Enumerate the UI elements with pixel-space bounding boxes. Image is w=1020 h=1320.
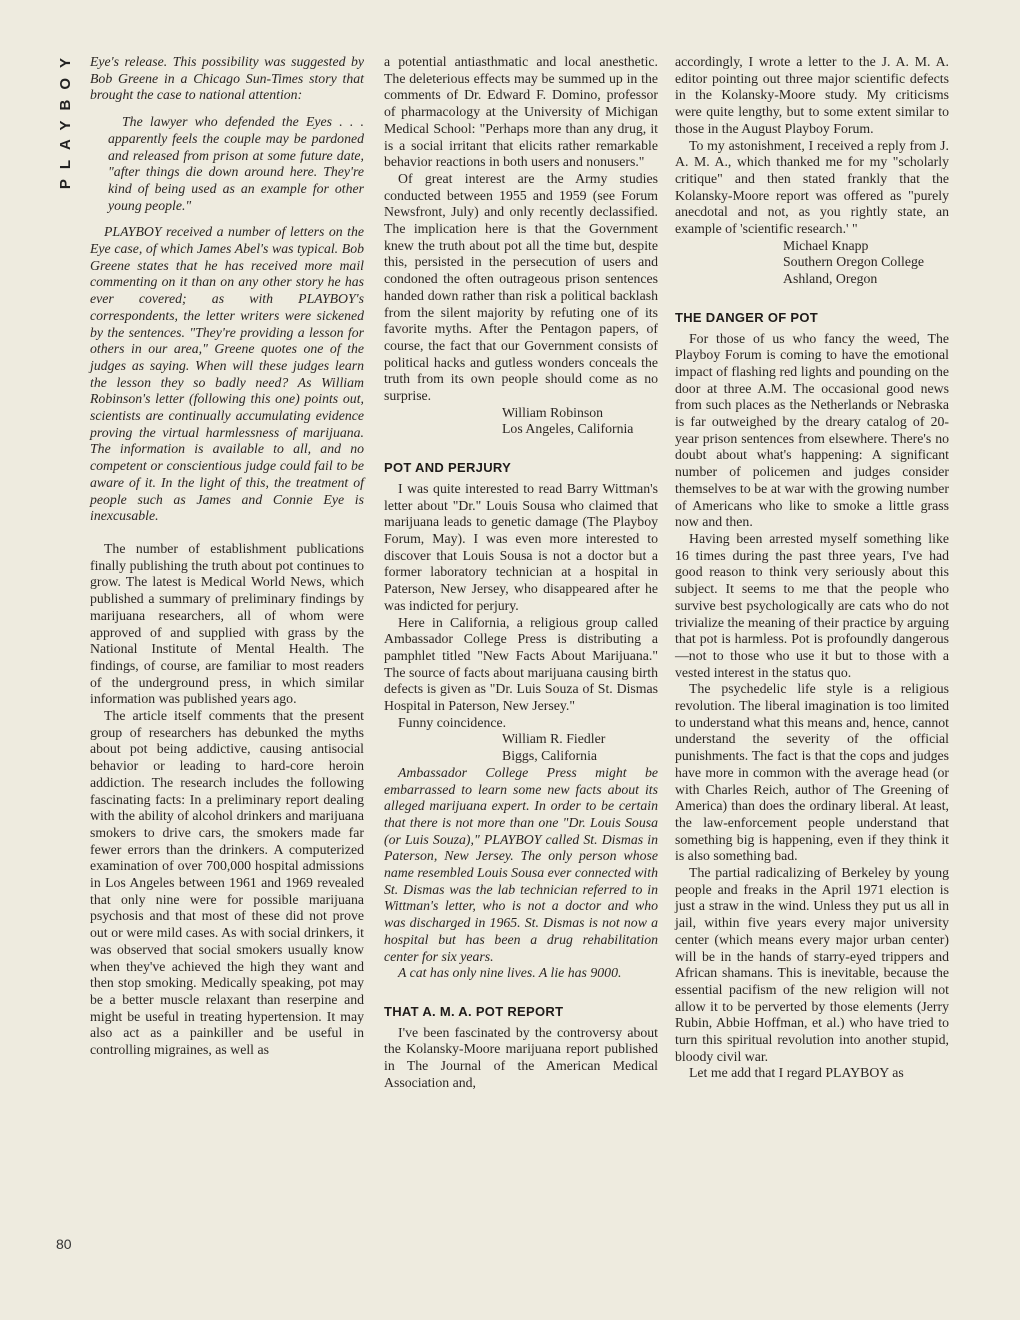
paragraph: a potential antiasthmatic and local anesthetic. The deleterious effects may be summed up in the comments of Dr. Edward F. Domino, professor of pharmacology at the University of Michigan Medical School: "Perhaps more than any drug, it is a social irritant that elicits rather remarkable behavior reactions in both users and nonusers." <box>384 54 658 170</box>
paragraph: Here in California, a religious group called Ambassador College Press is distributing a pamphlet titled "New Facts About Marijuana." The source of facts about marijuana causing birth defects is given as "Dr. Luis Souza of St. Dismas Hospital in Paterson, New Jersey." <box>384 614 658 714</box>
signature-name: Michael Knapp <box>783 237 869 253</box>
paragraph: For those of us who fancy the weed, The Playboy Forum is coming to have the emotional impact of flashing red lights and pounding on the door at three A.M. The occasional good news from such places as the Netherlands or Nebraska is far outweighed by the dreary catalog of 20-year prison sentences from elsewhere. There's no doubt about what's happening: A significant number of policemen and judges consider themselves to be at war with the growing number of Americans who like to smoke a little grass now and then. <box>675 330 949 530</box>
section-heading: THE DANGER OF POT <box>675 309 819 325</box>
signature-place: Biggs, California <box>502 748 598 764</box>
paragraph: Of great interest are the Army studies conducted between 1955 and 1959 (see Forum Newsfront, July) and only recently declassified. The implication here is that the Government knew the truth about pot all the time but, despite this, persisted in the persecution of users and condoned the often outrageous prison sentences handed down rather than risk a political backlash from the silent majority by refuting one of its favorite myths. After the Pentagon papers, of course, the fact that our Government consists of political hacks and gutless wonders conceals the truth from its own people should come as no surprise. <box>384 170 658 404</box>
editor-response: Ambassador College Press might be embarrassed to learn some new facts about its alleged marijuana expert. In order to be certain that there is not more than one "Dr. Louis Sousa (or Luis Souza)," PLAYBOY called St. Dismas in Paterson, New Jersey. The only person whose name resembled Louis Sousa ever connected with St. Dismas was the lab technician referred to in Wittman's letter, who is not a doctor and who was discharged in 1965. St. Dismas is not now a hospital but has been a drug rehabilitation center for six years. <box>384 764 658 964</box>
paragraph: The number of establishment publications finally publishing the truth about pot continues to grow. The latest is Medical World News, which published a summary of preliminary findings by marijuana researchers, all of whom were approved of and supplied with grass by the National Institute of Mental Health. The findings, of course, are familiar to most readers of the underground press, in which similar information was published years ago. <box>90 540 364 707</box>
section-heading: THAT A. M. A. POT REPORT <box>384 1003 564 1019</box>
paragraph: The article itself comments that the present group of researchers has debunked the myths about pot being addictive, causing antisocial behavior or leading to hard-core heroin addiction. The research includes the following fascinating facts: In a preliminary report dealing with the ability of alcohol drinkers and marijuana smokers to drive cars, the smokers made far fewer errors than the drinkers. A computerized examination of over 700,000 hospital admissions in Los Angeles between 1961 and 1969 revealed that only nine were for possible marijuana psychosis and that most of these did not prove out or were mild cases. As with social drinkers, it was observed that social smokers usually know when they've achieved the high they want and then stop smoking. Medically speaking, pot may be a better muscle relaxant than reserpine and might be useful in treating hypertension. It may also act as a painkiller and be useful in controlling migraines, as well as <box>90 708 364 1058</box>
column-3 <box>675 54 949 1082</box>
paragraph: I was quite interested to read Barry Wittman's letter about "Dr." Louis Sousa who claimed that marijuana leads to genetic damage (The Playboy Forum, May). I was even more interested to discover that Louis Sousa is not a doctor but a former laboratory technician at a hospital in Paterson, New Jersey, who disappeared after he was indicted for perjury. <box>384 480 658 613</box>
section-heading: POT AND PERJURY <box>384 460 512 476</box>
signature-name: William Robinson <box>502 404 604 420</box>
page-number: 80 <box>56 1236 72 1252</box>
block-quote: The lawyer who defended the Eyes . . . apparently feels the couple may be pardoned and released from prison at some future date, "after things die down around here. They're kind of being used as an example for other young people." <box>108 114 364 213</box>
magazine-side-label: PLAYBOY <box>57 48 74 190</box>
editor-response: PLAYBOY received a number of letters on the Eye case, of which James Abel's was typical. Bob Greene states that he has received more mail commenting on it than on any other story he has ever covered; as with PLAYBOY's correspondents, the letter writers were sickened by the sentences. "They're providing a lesson for others in our area," Greene quotes one of the judges as saying. When will these judges learn the lesson they so badly need? As William Robinson's letter (following this one) points out, scientists are continually accumulating evidence proving the virtual harmlessness of marijuana. The information is available to all, and no competent or conscientious judge could fail to be aware of it. In the light of this, the treatment of people such as James and Connie Eye is inexcusable. <box>90 224 364 524</box>
signature-line: Southern Oregon College <box>783 254 925 270</box>
paragraph: The psychedelic life style is a religious revolution. The liberal imagination is too limited to understand what this means and, hence, cannot understand the severity of the official punishments. The fact is that the cops and judges have more in common with the average head (or with Charles Reich, author of The Greening of America) than does the ordinary liberal. At least, the law-enforcement people understand that something big is happening, even if they think it is also something bad. <box>675 681 949 864</box>
paragraph: Funny coincidence. <box>398 714 507 730</box>
editor-response: A cat has only nine lives. A lie has 9000. <box>398 965 622 981</box>
paragraph: To my astonishment, I received a reply from J. A. M. A., which thanked me for my "scholarly critique" and then stated frankly that the Kolansky-Moore report was offered as "purely anecdotal and not, as you rightly state, an example of 'scientific research.' " <box>675 137 949 237</box>
paragraph: Having been arrested myself something like 16 times during the past three years, I've had good reason to think very seriously about this subject. It seems to me that the people who survive best psychologically are cats who do not trivialize the meaning of their practice by arguing that pot is harmless. Pot is profoundly dangerous—not to those who use it but to those with a vested interest in the status quo. <box>675 530 949 680</box>
paragraph: I've been fascinated by the controversy about the Kolansky-Moore marijuana report published in The Journal of the American Medical Association and, <box>384 1024 658 1090</box>
paragraph: The partial radicalizing of Berkeley by young people and freaks in the April 1971 election is just a straw in the wind. Unless they put us all in jail, within five years every major university center (which means every major urban center) will be in the hands of starry-eyed trippers and African shamans. This is inevitable, because the essential pacifism of the new religion will not allow it to be perverted by those elements (Jerry Rubin, Abbie Hoffman, et al.) who have tried to turn this spiritual revolution into another stupid, bloody civil war. <box>675 865 949 1064</box>
signature-place: Los Angeles, California <box>502 421 634 437</box>
paragraph: Eye's release. This possibility was suggested by Bob Greene in a Chicago Sun-Times story that brought the case to national attention: <box>90 54 364 103</box>
column-1 <box>90 54 364 1059</box>
signature-line: Ashland, Oregon <box>783 271 878 287</box>
column-2 <box>384 54 658 1091</box>
paragraph: accordingly, I wrote a letter to the J. A. M. A. editor pointing out three major scientific defects in the Kolansky-Moore study. My criticisms were quite lengthy, but to some extent similar to those in the August Playboy Forum. <box>675 54 949 136</box>
paragraph: Let me add that I regard PLAYBOY as <box>689 1065 904 1081</box>
signature-name: William R. Fiedler <box>502 731 606 747</box>
